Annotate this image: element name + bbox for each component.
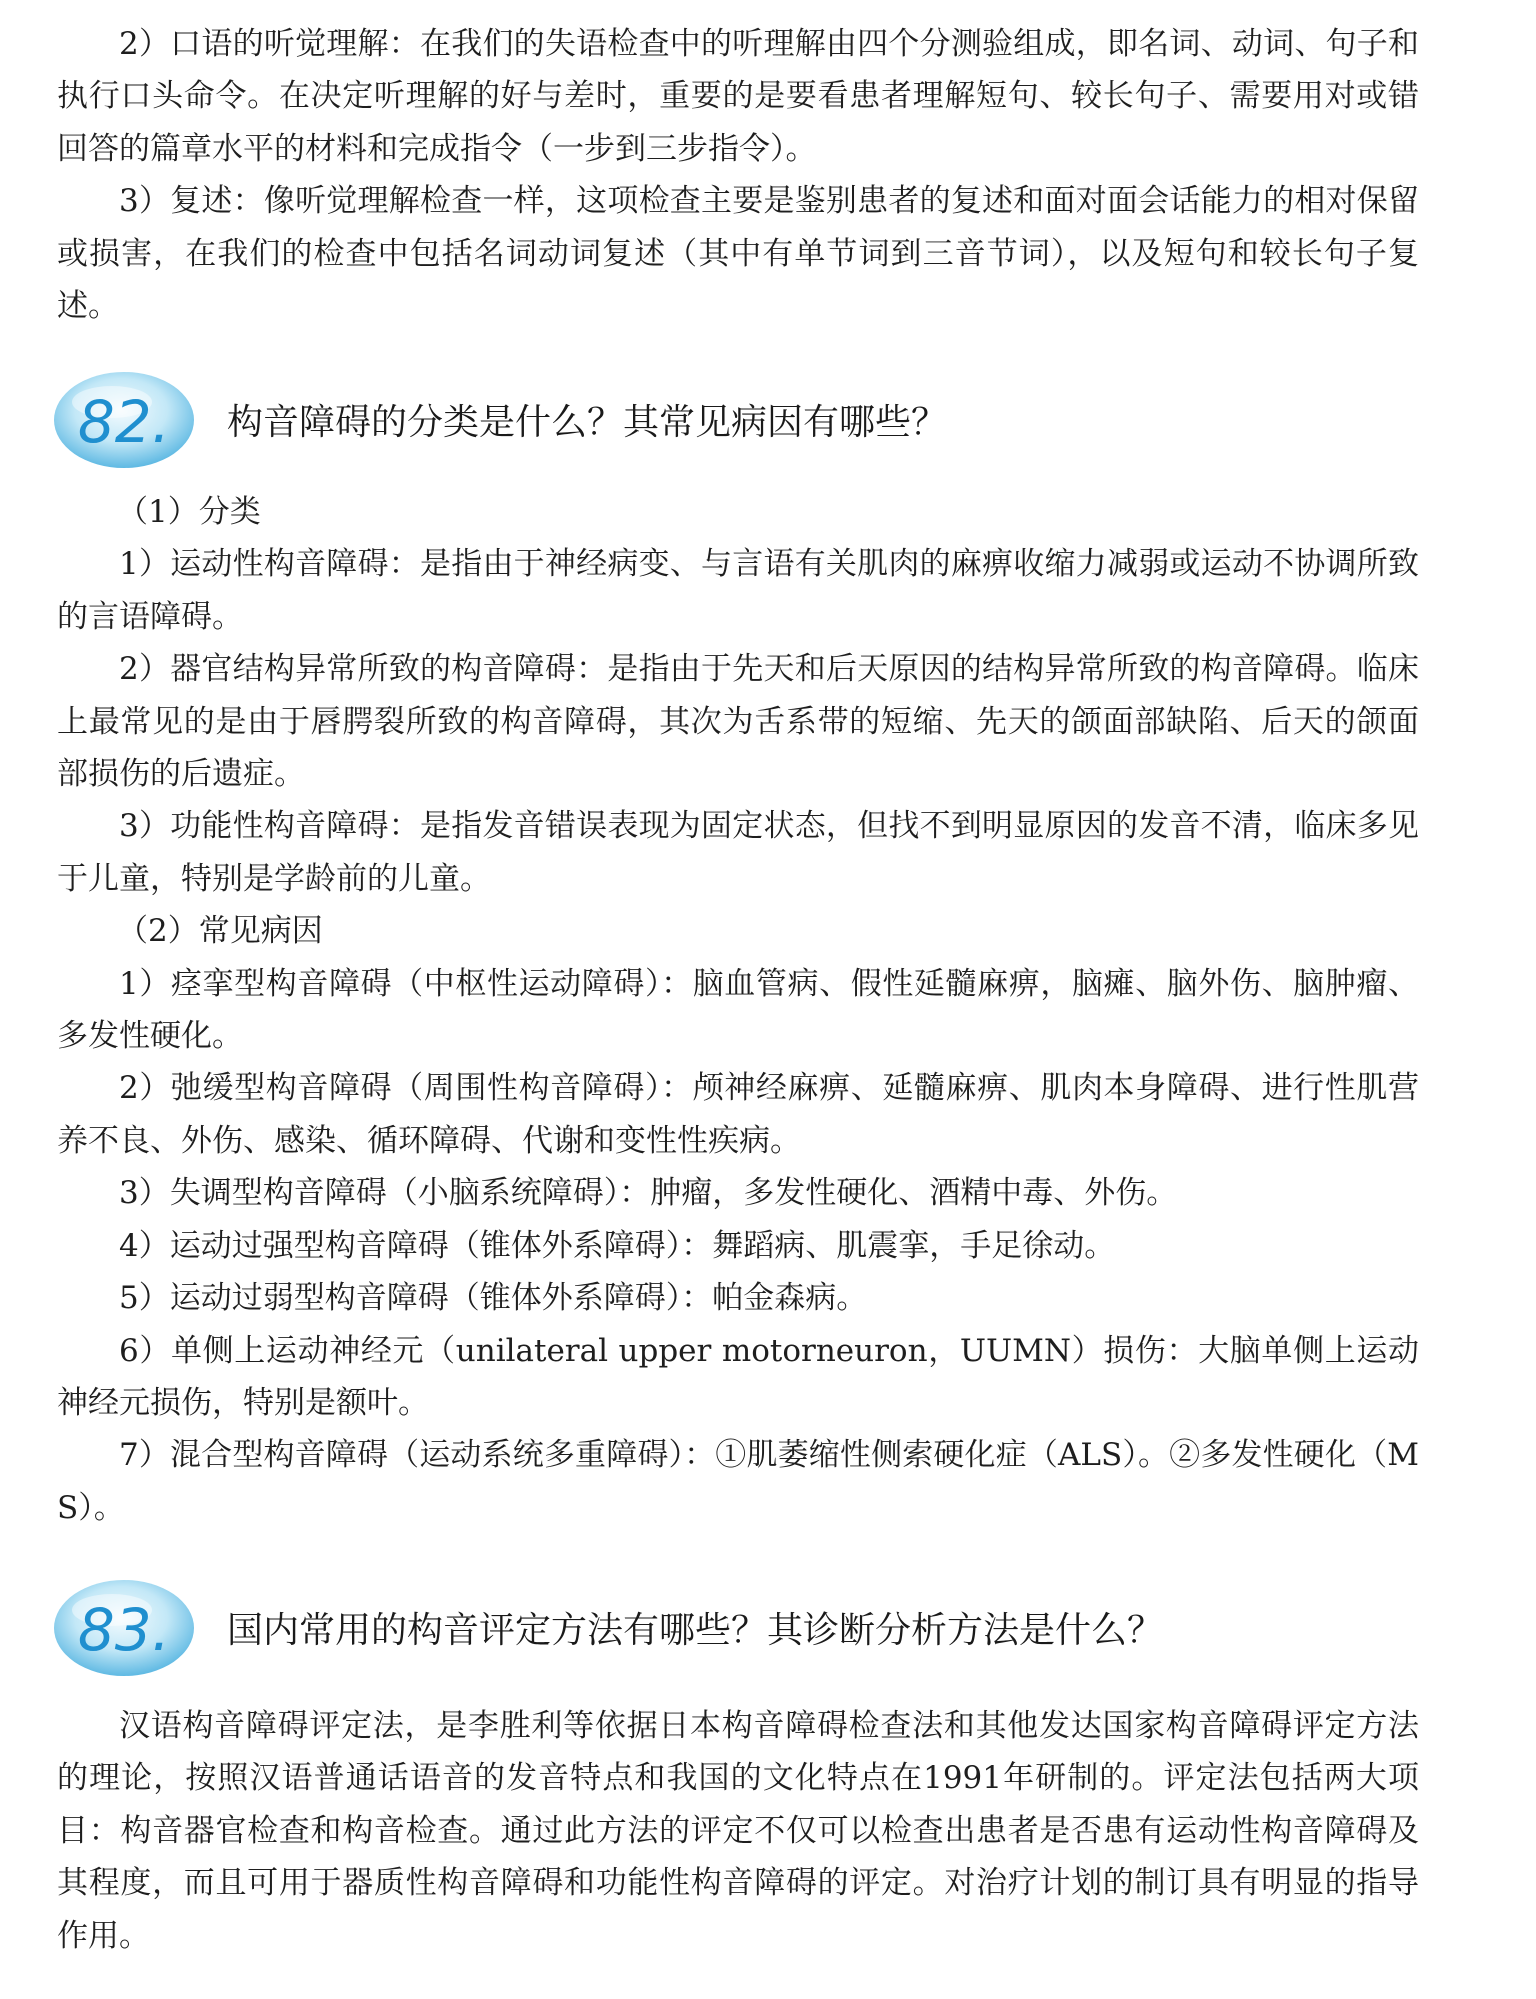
section-title: 国内常用的构音评定方法有哪些？其诊断分析方法是什么？ — [227, 1610, 1164, 1651]
section-83-header — [52, 1570, 1432, 1690]
paragraph: 2）器官结构异常所致的构音障碍：是指由于先天和后天原因的结构异常所致的构音障碍。临床上最常见的是由于唇腭裂所致的构音障碍，其次为舌系带的短缩、先天的颌面部缺陷、后天的颌面部损伤的后遗症。 — [57, 651, 1419, 793]
paragraph: 7）混合型构音障碍（运动系统多重障碍）：①肌萎缩性侧索硬化症（ALS）。②多发性硬化（MS）。 — [57, 1437, 1419, 1526]
section-number-badge — [52, 1570, 202, 1680]
section-title: 构音障碍的分类是什么？其常见病因有哪些？ — [227, 402, 948, 443]
paragraph: 3）复述：像听觉理解检查一样，这项检查主要是鉴别患者的复述和面对面会话能力的相对保留或损害，在我们的检查中包括名词动词复述（其中有单节词到三音节词），以及短句和较长句子复述。 — [57, 183, 1419, 325]
paragraph: 3）功能性构音障碍：是指发音错误表现为固定状态，但找不到明显原因的发音不清，临床多见于儿童，特别是学龄前的儿童。 — [57, 808, 1419, 897]
section-83-body — [57, 1700, 1419, 1962]
section-82-body — [57, 486, 1419, 1534]
paragraph: 4）运动过强型构音障碍（锥体外系障碍）：舞蹈病、肌震挛，手足徐动。 — [119, 1227, 1116, 1264]
intro-text — [57, 18, 1419, 332]
paragraph: 6）单侧上运动神经元（unilateral upper motorneuron，UUMN）损伤：大脑单侧上运动神经元损伤，特别是额叶。 — [57, 1332, 1419, 1421]
subheading: （1）分类 — [117, 494, 261, 530]
paragraph: 汉语构音障碍评定法，是李胜利等依据日本构音障碍检查法和其他发达国家构音障碍评定方法的理论，按照汉语普通话语音的发音特点和我国的文化特点在1991年研制的。评定法包括两大项目：构音器官检查和构音检查。通过此方法的评定不仅可以检查出患者是否患有运动性构音障碍及其程度，而且可用于器质性构音障碍和功能性构音障碍的评定。对治疗计划的制订具有明显的指导作用。 — [57, 1708, 1419, 1954]
paragraph: 2）弛缓型构音障碍（周围性构音障碍）：颅神经麻痹、延髓麻痹、肌肉本身障碍、进行性肌营养不良、外伤、感染、循环障碍、代谢和变性性疾病。 — [57, 1070, 1419, 1159]
section-82-header — [52, 362, 1432, 482]
subheading: （2）常见病因 — [117, 913, 323, 950]
paragraph: 5）运动过弱型构音障碍（锥体外系障碍）：帕金森病。 — [119, 1280, 868, 1317]
paragraph: 2）口语的听觉理解：在我们的失语检查中的听理解由四个分测验组成，即名词、动词、句子和执行口头命令。在决定听理解的好与差时，重要的是要看患者理解短句、较长句子、需要用对或错回答的篇章水平的材料和完成指令（一步到三步指令）。 — [57, 26, 1419, 167]
section-number: 82. — [77, 388, 171, 456]
section-number: 83. — [77, 1596, 171, 1664]
paragraph: 1）运动性构音障碍：是指由于神经病变、与言语有关肌肉的麻痹收缩力减弱或运动不协调所致的言语障碍。 — [57, 546, 1419, 635]
paragraph: 1）痉挛型构音障碍（中枢性运动障碍）：脑血管病、假性延髓麻痹，脑瘫、脑外伤、脑肿瘤、多发性硬化。 — [57, 965, 1419, 1055]
paragraph: 3）失调型构音障碍（小脑系统障碍）：肿瘤，多发性硬化、酒精中毒、外伤。 — [119, 1175, 1178, 1212]
section-number-badge — [52, 362, 202, 472]
